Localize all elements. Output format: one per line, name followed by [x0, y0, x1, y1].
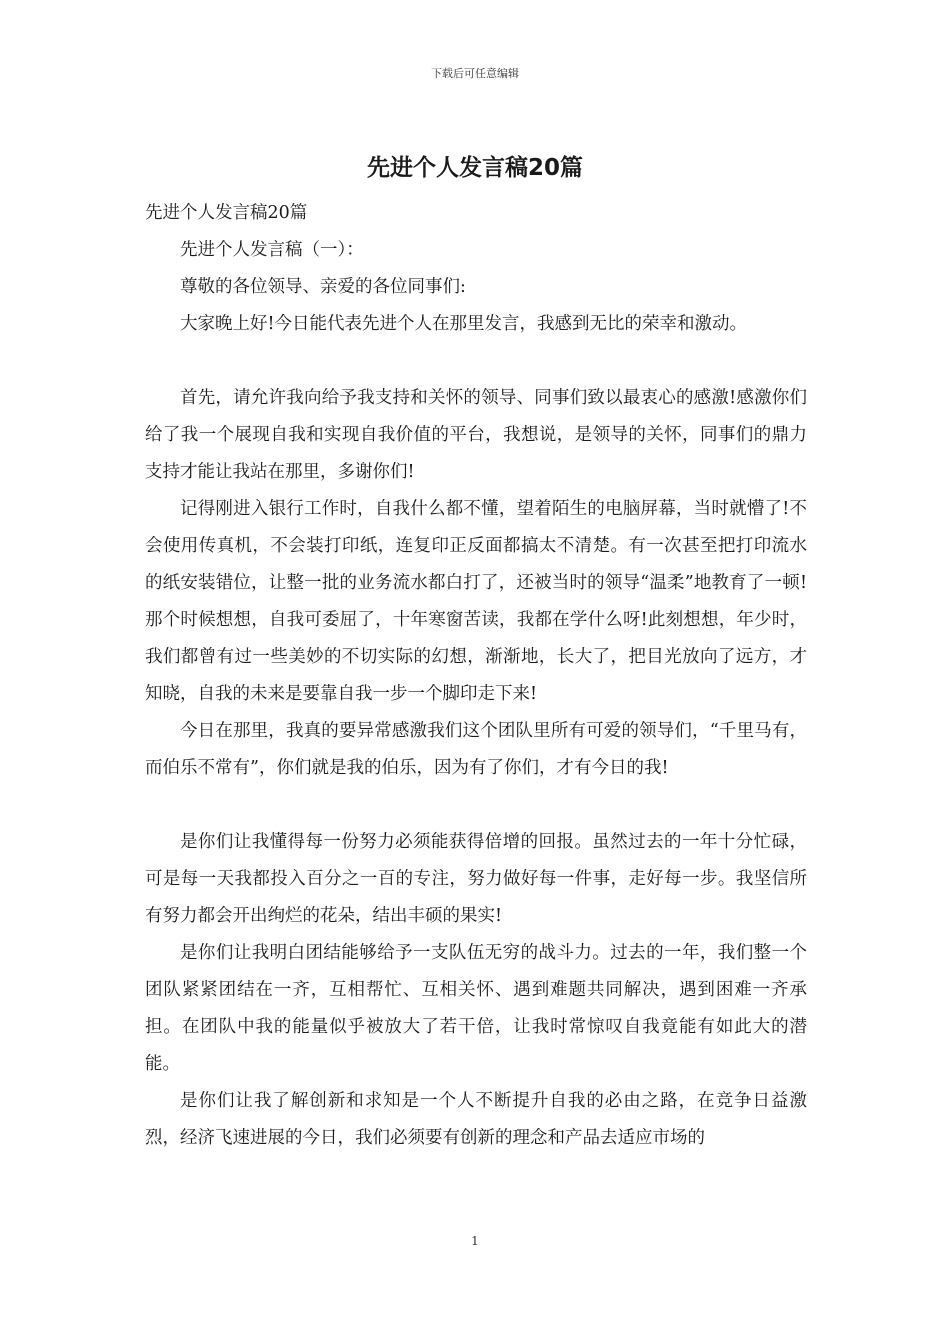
paragraph: 是你们让我懂得每一份努力必须能获得倍增的回报。虽然过去的一年十分忙碌，可是每一天我都投入百分之一百的专注，努力做好每一件事，走好每一步。我坚信所有努力都会开出绚烂的花朵，结出丰硕的果实! — [145, 832, 807, 926]
paragraph-spacer — [145, 343, 807, 380]
paragraph: 今日在那里，我真的要异常感激我们这个团队里所有可爱的领导们，“千里马有，而伯乐不常有”，你们就是我的伯乐，因为有了你们，才有今日的我! — [145, 721, 807, 778]
paragraph: 记得刚进入银行工作时，自我什么都不懂，望着陌生的电脑屏幕，当时就懵了!不会使用传真机，不会装打印纸，连复印正反面都搞太不清楚。有一次甚至把打印流水的纸安装错位，让整一批的业务流水都白打了，还被当时的领导“温柔”地教育了一顿!那个时候想想，自我可委屈了，十年寒窗苦读，我都在学什么呀!此刻想想，年少时，我们都曾有过一些美妙的不切实际的幻想，渐渐地，长大了，把目光放向了远方，才知晓，自我的未来是要靠自我一步一个脚印走下来! — [145, 499, 807, 704]
document-body — [145, 195, 807, 1157]
paragraph: 是你们让我明白团结能够给予一支队伍无穷的战斗力。过去的一年，我们整一个团队紧紧团结在一齐，互相帮忙、互相关怀、遇到难题共同解决，遇到困难一齐承担。在团队中我的能量似乎被放大了若干倍，让我时常惊叹自我竟能有如此大的潜能。 — [145, 943, 807, 1074]
paragraph: 大家晚上好!今日能代表先进个人在那里发言，我感到无比的荣幸和激动。 — [180, 314, 748, 334]
document-title: 先进个人发言稿20篇 — [366, 155, 583, 181]
paragraph: 是你们让我了解创新和求知是一个人不断提升自我的必由之路，在竞争日益激烈，经济飞速进展的今日，我们必须要有创新的理念和产品去适应市场的 — [145, 1091, 807, 1148]
paragraph-spacer — [145, 787, 807, 824]
page-header-note: 下载后可任意编辑 — [431, 67, 519, 80]
paragraph: 首先，请允许我向给予我支持和关怀的领导、同事们致以最衷心的感激!感激你们给了我一个展现自我和实现自我价值的平台，我想说，是领导的关怀，同事们的鼎力支持才能让我站在那里，多谢你们! — [145, 388, 807, 482]
page-number: 1 — [471, 1234, 479, 1248]
document-subtitle: 先进个人发言稿20篇 — [145, 203, 308, 223]
section-heading: 先进个人发言稿（一）： — [180, 240, 364, 260]
salutation: 尊敬的各位领导、亲爱的各位同事们: — [180, 277, 466, 297]
